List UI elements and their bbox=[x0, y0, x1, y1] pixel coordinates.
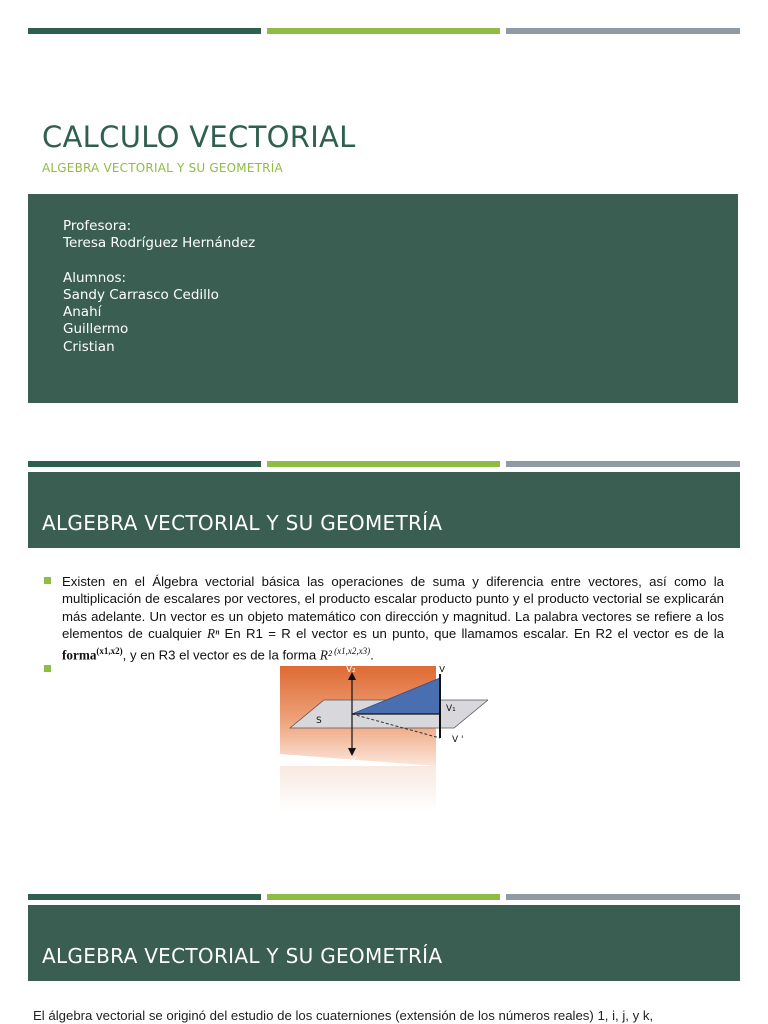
accent-bar-gray bbox=[506, 461, 740, 467]
label-s: S bbox=[316, 716, 322, 726]
paragraph-text: , y en R3 el vector es de la forma bbox=[122, 647, 320, 663]
accent-bar-gray bbox=[506, 894, 740, 900]
profesora-label: Profesora: bbox=[63, 218, 132, 234]
title-slide bbox=[0, 0, 768, 440]
label-neg-v2: −V₂ bbox=[344, 755, 360, 764]
section-title: ALGEBRA VECTORIAL Y SU GEOMETRÍA bbox=[42, 944, 443, 968]
section-title: ALGEBRA VECTORIAL Y SU GEOMETRÍA bbox=[42, 511, 443, 535]
accent-bar-green-dark bbox=[28, 28, 261, 34]
bullet-square bbox=[44, 665, 51, 672]
alumno-name: Guillermo bbox=[63, 321, 129, 338]
slide-title: CALCULO VECTORIAL bbox=[42, 120, 356, 154]
accent-bar-green-light bbox=[267, 461, 500, 467]
alumno-name: Anahí bbox=[63, 304, 102, 321]
accent-bars bbox=[28, 28, 740, 34]
accent-bar-green-light bbox=[267, 28, 500, 34]
math-r2: R² bbox=[319, 647, 332, 663]
label-v2: V₂ bbox=[346, 666, 356, 675]
paragraph-text: Existen en el Álgebra vectorial básica las operaciones de suma y diferencia entre vectores, así como la multiplicación de escalares por vectores, el producto escalar producto punto y el producto vectorial se explicarán más adelante. Un vector es un objeto matemático con dirección y magnitud. La palabra vectores se refiere a los elementos de cualquier bbox=[62, 574, 724, 642]
accent-bar-green-light bbox=[267, 894, 500, 900]
accent-bar-green-dark bbox=[28, 894, 261, 900]
reflection bbox=[280, 766, 436, 811]
credits-panel bbox=[28, 194, 738, 403]
accent-bar-gray bbox=[506, 28, 740, 34]
label-v1: V₁ bbox=[446, 704, 456, 714]
paragraph-text: En R1 = R el vector es un punto, que llamamos escalar. En R2 el vector es de la bbox=[219, 626, 724, 642]
profesora-name: Teresa Rodríguez Hernández bbox=[63, 235, 256, 252]
alumno-name: Sandy Carrasco Cedillo bbox=[63, 286, 219, 303]
body-paragraph bbox=[62, 573, 724, 663]
math-forma: forma bbox=[62, 647, 97, 663]
title-band bbox=[28, 472, 740, 548]
alumno-name: Cristian bbox=[63, 338, 115, 355]
paragraph-text: . bbox=[370, 647, 374, 663]
slide-subtitle: ALGEBRA VECTORIAL Y SU GEOMETRÍA bbox=[42, 161, 283, 175]
label-v: V bbox=[439, 666, 446, 675]
accent-bar-green-dark bbox=[28, 461, 261, 467]
title-band bbox=[28, 905, 740, 981]
alumnos-label: Alumnos: bbox=[63, 269, 127, 286]
content-slide bbox=[0, 458, 768, 870]
math-x1x2x3: (x1,x2,x3) bbox=[331, 645, 371, 656]
vector-diagram bbox=[276, 666, 488, 811]
content-slide bbox=[0, 884, 768, 1024]
math-rn: Rⁿ bbox=[207, 626, 220, 642]
bullet-square bbox=[44, 577, 51, 584]
accent-bars bbox=[28, 894, 740, 900]
body-paragraph: El álgebra vectorial se originó del estudio de los cuaterniones (extensión de los números reales) 1, i, j, y k, bbox=[33, 1008, 654, 1023]
math-x1x2: (x1,x2) bbox=[96, 645, 123, 656]
label-v-prime: V ' bbox=[452, 735, 464, 745]
accent-bars bbox=[28, 461, 740, 467]
